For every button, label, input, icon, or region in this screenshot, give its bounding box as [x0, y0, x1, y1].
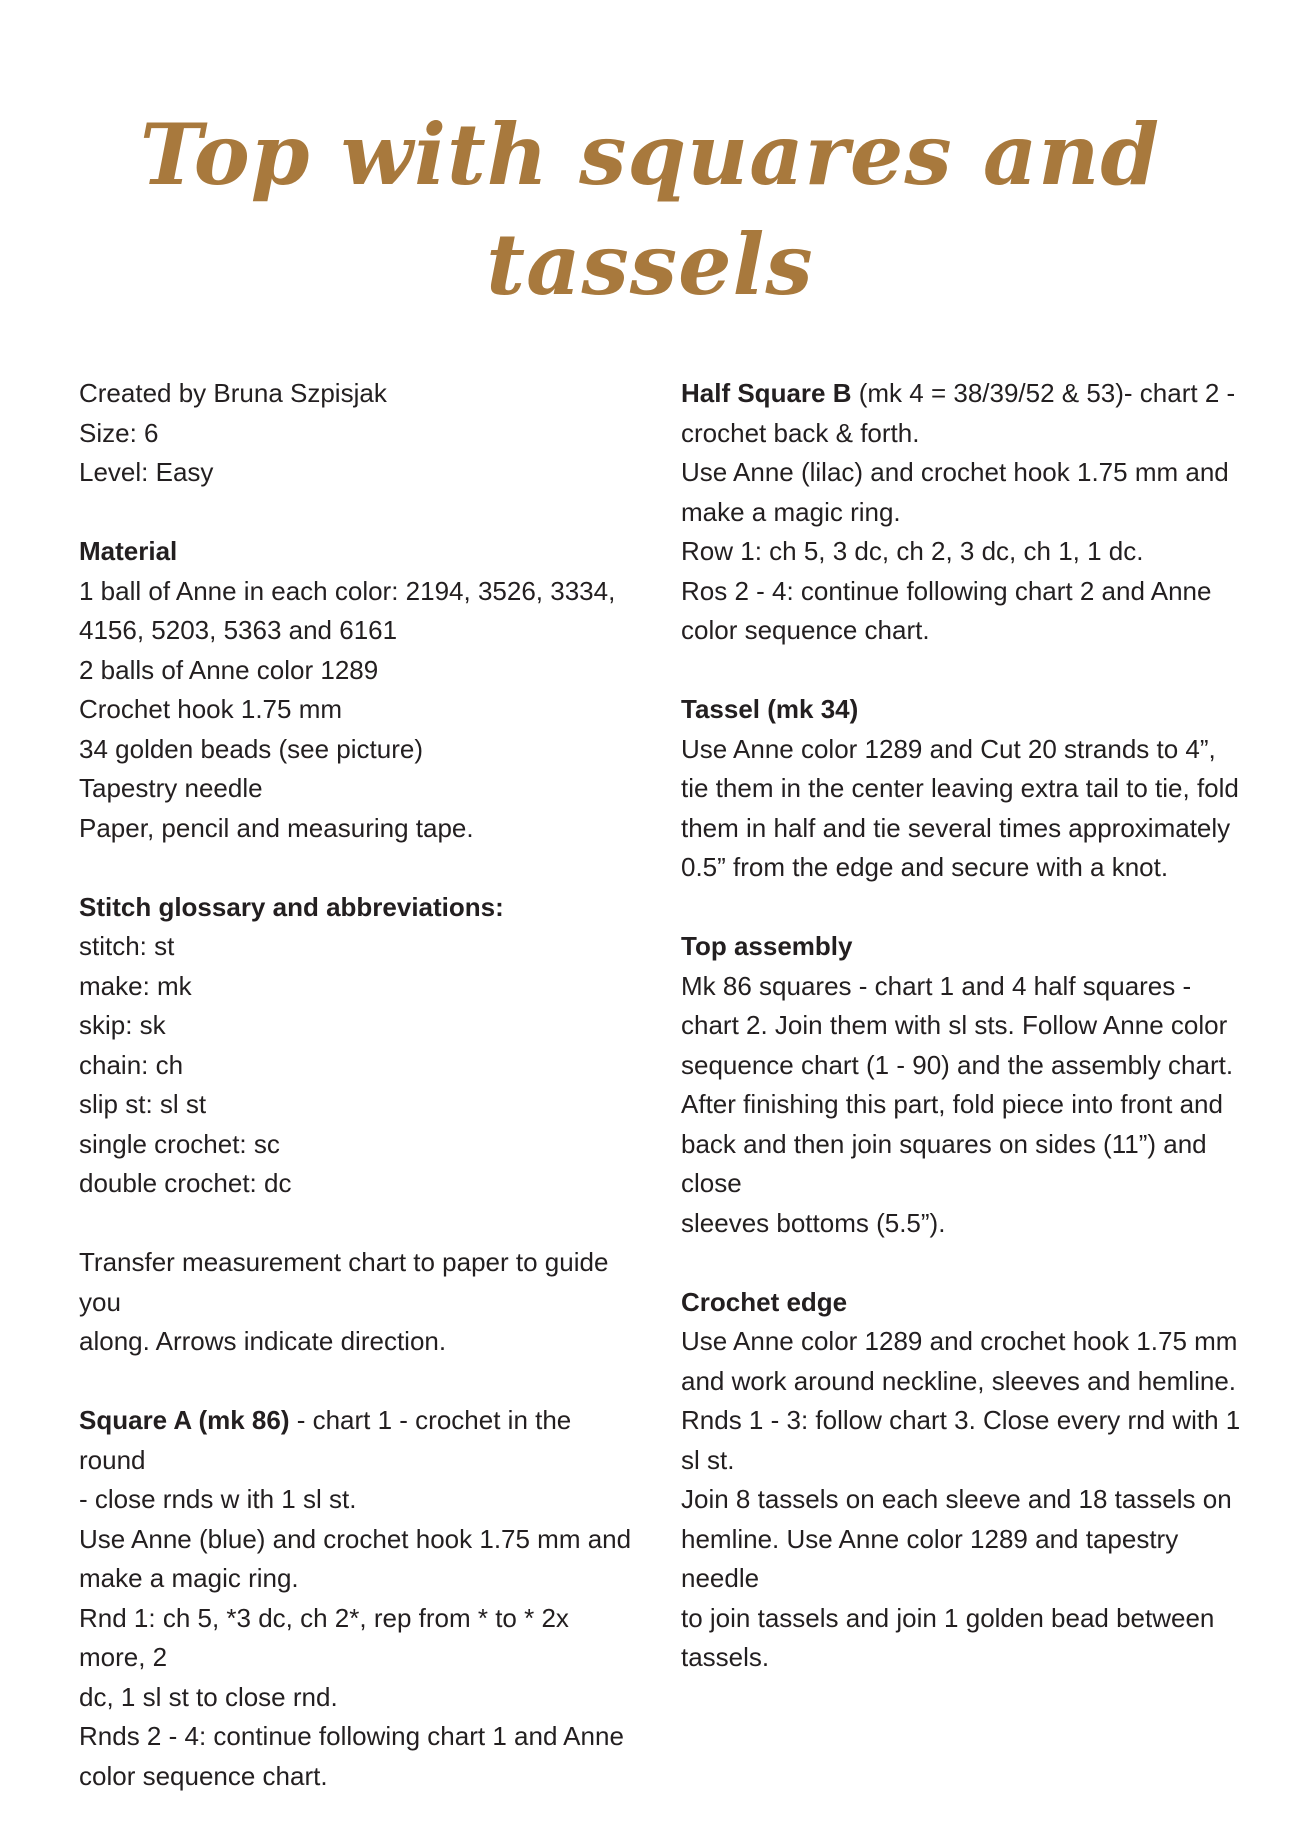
half-square-b-line: crochet back & forth.	[681, 417, 920, 448]
material-line: 2 balls of Anne color 1289	[79, 654, 379, 685]
top-assembly-line: back and then join squares on sides (11”) and close	[681, 1128, 1207, 1198]
transfer-line: along. Arrows indicate direction.	[79, 1326, 447, 1356]
material-line: Tapestry needle	[79, 773, 263, 803]
top-assembly-line: Mk 86 squares - chart 1 and 4 half squares -	[681, 970, 1192, 1001]
glossary-line: make: mk	[79, 970, 192, 1001]
crochet-edge-line: hemline. Use Anne color 1289 and tapestry needle	[681, 1523, 1179, 1593]
top-assembly-line: After finishing this part, fold piece into front and	[681, 1089, 1223, 1119]
half-square-b-heading-line	[681, 374, 1241, 414]
tassel-line: tie them in the center leaving extra tail to tie, fold	[681, 773, 1239, 803]
square-a-heading-rest: - chart 1 - crochet in the round	[79, 1405, 572, 1475]
half-square-b-section	[681, 374, 1241, 651]
material-line: 34 golden beads (see picture)	[79, 733, 424, 764]
square-a-line: color sequence chart.	[79, 1760, 328, 1791]
level: Level: Easy	[79, 457, 214, 487]
crochet-edge-line: Rnds 1 - 3: follow chart 3. Close every rnd with 1 sl st.	[681, 1405, 1241, 1475]
square-a-section	[79, 1401, 639, 1796]
material-section	[79, 532, 639, 848]
glossary-section	[79, 888, 639, 1204]
half-square-b-heading-rest: (mk 4 = 38/39/52 & 53)- chart 2 -	[851, 378, 1236, 408]
crochet-edge-line: and work around neckline, sleeves and hemline.	[681, 1365, 1237, 1396]
crochet-edge-section	[681, 1283, 1241, 1678]
glossary-line: chain: ch	[79, 1049, 184, 1080]
crochet-edge-line: to join tassels and join 1 golden bead between	[681, 1602, 1215, 1633]
transfer-section	[79, 1243, 639, 1362]
crochet-edge-heading: Crochet edge	[681, 1286, 848, 1317]
top-assembly-line: sequence chart (1 - 90) and the assembly chart.	[681, 1049, 1234, 1080]
top-assembly-heading: Top assembly	[681, 931, 853, 961]
material-heading: Material	[79, 536, 178, 566]
square-a-heading: Square A (mk 86)	[79, 1405, 290, 1435]
glossary-line: single crochet: sc	[79, 1128, 280, 1159]
square-a-line: make a magic ring.	[79, 1563, 299, 1593]
crochet-edge-line: Join 8 tassels on each sleeve and 18 tassels on	[681, 1484, 1232, 1514]
size: Size: 6	[79, 417, 159, 448]
square-a-line: dc, 1 sl st to close rnd.	[79, 1681, 338, 1712]
glossary-line: stitch: st	[79, 931, 175, 961]
half-square-b-line: color sequence chart.	[681, 615, 930, 645]
half-square-b-line: Row 1: ch 5, 3 dc, ch 2, 3 dc, ch 1, 1 dc.	[681, 536, 1144, 566]
half-square-b-line: make a magic ring.	[681, 496, 901, 527]
tassel-section	[681, 690, 1241, 888]
glossary-line: double crochet: dc	[79, 1168, 292, 1198]
crochet-edge-line: tassels.	[681, 1642, 770, 1672]
crochet-edge-line: Use Anne color 1289 and crochet hook 1.75 mm	[681, 1326, 1238, 1356]
material-line: Crochet hook 1.75 mm	[79, 694, 343, 724]
right-column	[681, 374, 1241, 1717]
glossary-heading: Stitch glossary and abbreviations:	[79, 891, 504, 922]
glossary-line: skip: sk	[79, 1010, 166, 1040]
tassel-heading: Tassel (mk 34)	[681, 694, 859, 724]
square-a-line: Rnd 1: ch 5, *3 dc, ch 2*, rep from * to * 2x more, 2	[79, 1602, 569, 1672]
top-assembly-line: sleeves bottoms (5.5”).	[681, 1207, 946, 1238]
square-a-line: Rnds 2 - 4: continue following chart 1 and Anne	[79, 1721, 624, 1751]
left-column	[79, 374, 639, 1836]
material-line: 1 ball of Anne in each color: 2194, 3526, 3334,	[79, 575, 616, 606]
top-assembly-section	[681, 927, 1241, 1243]
tassel-line: them in half and tie several times approximately	[681, 812, 1231, 843]
material-line: Paper, pencil and measuring tape.	[79, 812, 474, 843]
transfer-line: Transfer measurement chart to paper to guide you	[79, 1247, 609, 1317]
half-square-b-line: Use Anne (lilac) and crochet hook 1.75 mm and	[681, 457, 1229, 487]
tassel-line: 0.5” from the edge and secure with a knot.	[681, 852, 1169, 882]
page-title: Top with squares and tassels	[139, 105, 1161, 314]
square-a-line: - close rnds w ith 1 sl st.	[79, 1484, 357, 1514]
created-by: Created by Bruna Szpisjak	[79, 378, 387, 408]
top-assembly-line: chart 2. Join them with sl sts. Follow Anne color	[681, 1010, 1228, 1040]
tassel-line: Use Anne color 1289 and Cut 20 strands to 4”,	[681, 733, 1216, 764]
half-square-b-heading: Half Square B	[681, 378, 852, 408]
half-square-b-line: Ros 2 - 4: continue following chart 2 and Anne	[681, 575, 1212, 606]
square-a-heading-line	[79, 1401, 639, 1480]
intro-section	[79, 374, 639, 493]
square-a-line: Use Anne (blue) and crochet hook 1.75 mm and	[79, 1523, 632, 1554]
material-line: 4156, 5203, 5363 and 6161	[79, 615, 398, 645]
glossary-line: slip st: sl st	[79, 1089, 207, 1119]
